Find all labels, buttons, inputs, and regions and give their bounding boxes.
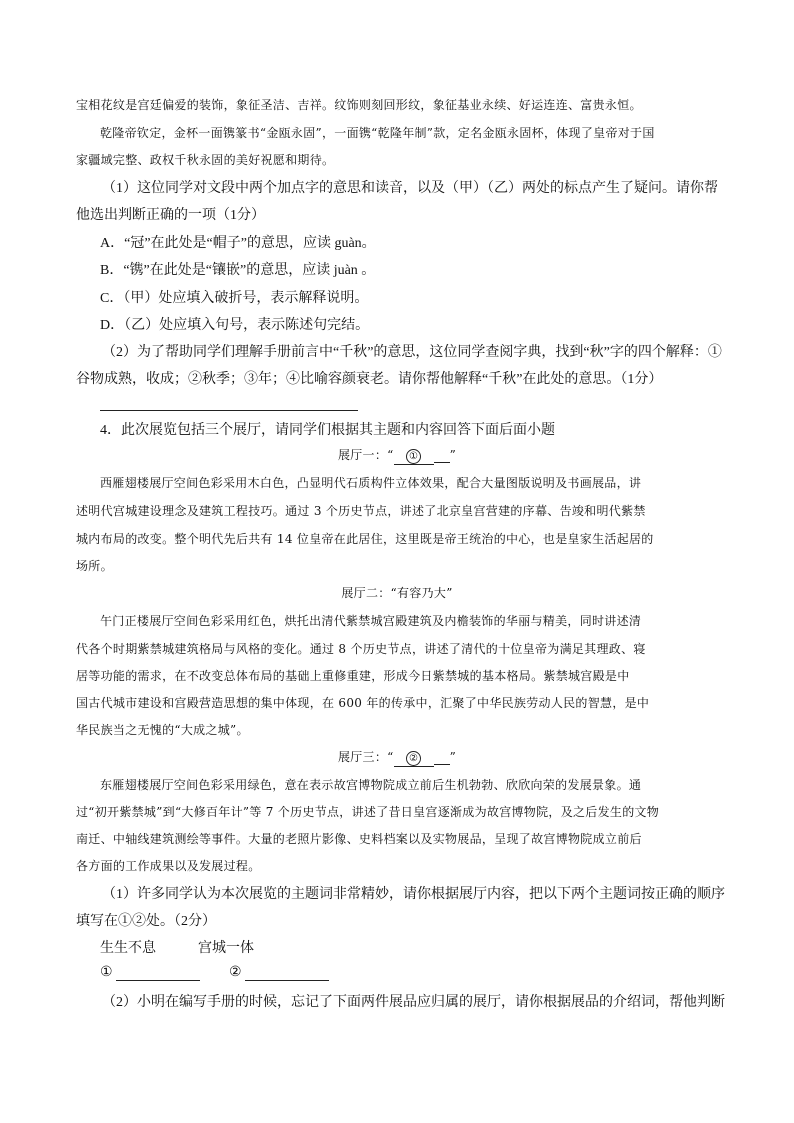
hall-2-title: 展厅二：“有容乃大” <box>341 586 453 600</box>
question-stem: 谷物成熟，收成；②秋季；③年；④比喻容颜衰老。请你帮他解释“千秋”在此处的意思。（1分） <box>76 372 663 387</box>
theme-word-2: 宫城一体 <box>198 941 254 956</box>
hall-1-text: 西雁翅楼展厅空间色彩采用木白色，凸显明代石质构件立体效果，配合大量图版说明及书画展品，讲 <box>100 476 642 490</box>
sub-question: （2）小明在编写手册的时候，忘记了下面两件展品应归属的展厅，请你根据展品的介绍词，帮他判断 <box>102 995 725 1010</box>
option-a: A．“冠”在此处是“帽子”的意思，应读 guàn。 <box>100 236 376 251</box>
hall-2-text: 代各个时期紫禁城建筑格局与风格的变化。通过 8 个历史节点，讲述了清代的十位皇帝为满足其理政、寝 <box>76 642 646 656</box>
blank-1: ① <box>394 448 434 465</box>
hall-2-text: 居等功能的需求，在不改变总体布局的基础上重修重建，形成今日紫禁城的基本格局。紫禁城宫殿是中 <box>76 669 630 683</box>
passage-line: 乾隆帝钦定，金杯一面镌篆书“金瓯永固”，一面镌“乾隆年制”款，定名金瓯永固杯，体现了皇帝对于国 <box>100 126 655 140</box>
question-stem: （1）这位同学对文段中两个加点字的意思和读音，以及（甲）（乙）两处的标点产生了疑问。请你帮 <box>102 181 718 196</box>
sub-question: 填写在①②处。（2分） <box>76 914 216 929</box>
passage-line: 宝相花纹是宫廷偏爱的装饰，象征圣洁、吉祥。纹饰则刻回形纹，象征基业永续、好运连连、富贵永恒。 <box>76 98 642 112</box>
hall-3-text: 东雁翅楼展厅空间色彩采用绿色，意在表示故宫博物院成立前后生机勃勃、欣欣向荣的发展景象。通 <box>100 778 642 792</box>
passage-line: 家疆域完整、政权千秋永固的美好祝愿和期待。 <box>76 153 335 167</box>
option-d: D．（乙）处应填入句号，表示陈述句完结。 <box>100 318 370 333</box>
hall-2-text: 国古代城市建设和宫殿营造思想的集中体现，在 600 年的传承中，汇聚了中华民族劳动人民的智慧，是中 <box>76 696 650 710</box>
answer-blank-2 <box>245 980 329 981</box>
hall-1-text: 场所。 <box>76 559 113 573</box>
answer-blank-2-label: ② <box>229 965 242 980</box>
answer-blank-1-label: ① <box>100 965 113 980</box>
question-stem: 他选出判断正确的一项（1分） <box>76 208 265 223</box>
hall-1-text: 述明代宫城建设理念及建筑工程技巧。通过 3 个历史节点，讲述了北京皇宫营建的序幕、告竣和明代紫禁 <box>76 504 646 518</box>
hall-2-text: 午门正楼展厅空间色彩采用红色，烘托出清代紫禁城宫殿建筑及内檐装饰的华丽与精美，同时讲述清 <box>100 614 642 628</box>
answer-line <box>100 410 358 411</box>
hall-1-text: 城内布局的改变。整个明代先后共有 14 位皇帝在此居住，这里既是帝王统治的中心，也是皇家生活起居的 <box>76 532 654 546</box>
hall-3-text: 过“初开紫禁城”到“大修百年计”等 7 个历史节点，讲述了昔日皇宫逐渐成为故宫博物院，及之后发生的文物 <box>76 805 660 819</box>
hall-3-text: 各方面的工作成果以及发展过程。 <box>76 859 261 873</box>
hall-3-title: 展厅三：“ ② ” <box>0 748 794 767</box>
sub-question: （1）许多同学认为本次展览的主题词非常精妙，请你根据展厅内容，把以下两个主题词按正确的顺序 <box>102 887 725 902</box>
hall-1-title: 展厅一：“ ① ” <box>0 446 794 465</box>
hall-3-text: 南迁、中轴线建筑测绘等事件。大量的老照片影像、史料档案以及实物展品，呈现了故宫博物院成立前后 <box>76 832 642 846</box>
option-b: B．“镌”在此处是“镶嵌”的意思，应读 juàn 。 <box>100 263 376 278</box>
question-stem: （2）为了帮助同学们理解手册前言中“千秋”的意思，这位同学查阅字典，找到“秋”字的四个解释：① <box>102 345 722 360</box>
question-4-intro: 4．此次展览包括三个展厅，请同学们根据其主题和内容回答下面后面小题 <box>100 423 555 438</box>
answer-blank-1 <box>116 980 200 981</box>
hall-2-text: 华民族当之无愧的“大成之城”。 <box>76 723 249 737</box>
blank-2: ② <box>394 750 434 767</box>
option-c: C．（甲）处应填入破折号，表示解释说明。 <box>100 291 369 306</box>
theme-word-1: 生生不息 <box>100 941 156 956</box>
